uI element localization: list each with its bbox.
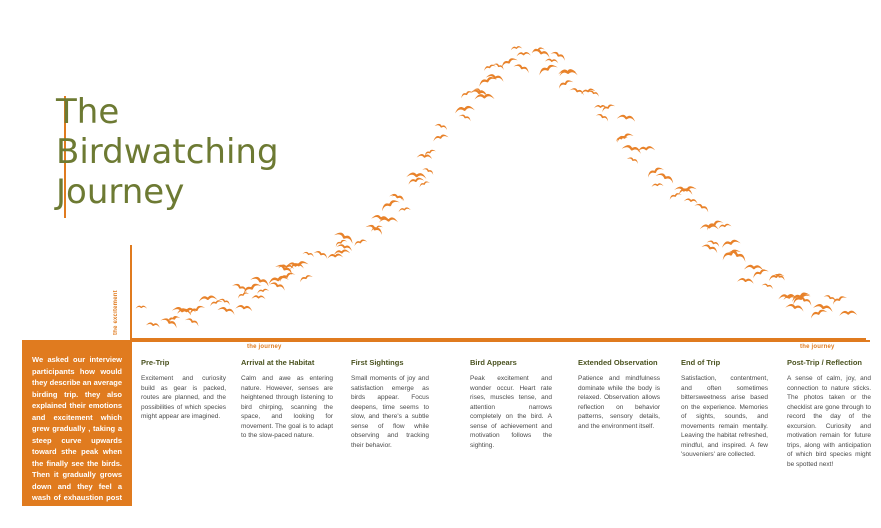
x-axis-label-left: the journey	[247, 344, 282, 350]
stage-first-sightings	[351, 358, 429, 450]
stage-body: A sense of calm, joy, and connection to nature sticks. The photos taken or the checklist are gone through to record the day of the excursion. Curiosity and motivation remain for future trips, along with anticipation of which bird species might be spotted next!	[787, 375, 871, 468]
stage-body: Peak excitement and wonder occur. Heart rate rises, muscles tense, and attention narrows completely on the bird. A sense of achievement and motivation follows the sighting.	[470, 375, 552, 449]
stage-body: Small moments of joy and satisfaction emerge as birds appear. Focus deepens, time seems to slow, and there's a subtle sense of flow while observing and tracking their behavior.	[351, 375, 429, 449]
stage-post-trip-reflection	[787, 358, 871, 469]
title-line-2: Birdwatching	[56, 132, 279, 172]
stage-extended-observation	[578, 358, 660, 431]
stage-arrival-at-the-habitat	[241, 358, 333, 441]
stage-end-of-trip	[681, 358, 768, 460]
stage-title: First Sightings	[351, 358, 404, 367]
band-divider	[22, 340, 870, 342]
stage-body: Excitement and curiosity build as gear is packed, routes are planned, and the possibilities of which species might appear are imagined.	[141, 375, 226, 420]
x-axis-label-right: the journey	[800, 344, 835, 350]
intro-summary-box: We asked our interview participants how would they describe an average birding trip. they also explained their emotions and excitement which grew gradually , taking a steep curve upwards toward sthe peak when the finally see the birds. Then it gradually grows down and they feel a wash of exhaustion post activity	[22, 342, 132, 506]
stage-body: Patience and mindfulness dominate while the body is relaxed. Observation allows reflection on behavior patterns, sensory details, and the environment itself.	[578, 375, 660, 430]
stage-body: Calm and awe as entering nature. However, senses are heightened through listening to bird chirping, scanning the space, and looking for movement. The goal is to adapt to the slow-paced nature.	[241, 375, 333, 439]
stage-title: Post-Trip / Reflection	[787, 358, 863, 367]
stage-title: Bird Appears	[470, 358, 517, 367]
stage-title: Pre-Trip	[141, 358, 170, 367]
stage-title: Arrival at the Habitat	[241, 358, 315, 367]
stage-title: End of Trip	[681, 358, 721, 367]
stage-pre-trip	[141, 358, 226, 422]
y-axis-label: the excitement	[113, 290, 119, 335]
stage-bird-appears	[470, 358, 552, 450]
stage-body: Satisfaction, contentment, and often sometimes bittersweetness arise based on the experience. Memories of sights, sounds, and movements remain mentally. Leaving the habitat refreshed, mindful, and inspired. A few 'souveniers' are collected.	[681, 375, 768, 458]
title-line-1: The	[56, 92, 120, 132]
title-line-3: Journey	[56, 172, 185, 212]
stage-title: Extended Observation	[578, 358, 658, 367]
